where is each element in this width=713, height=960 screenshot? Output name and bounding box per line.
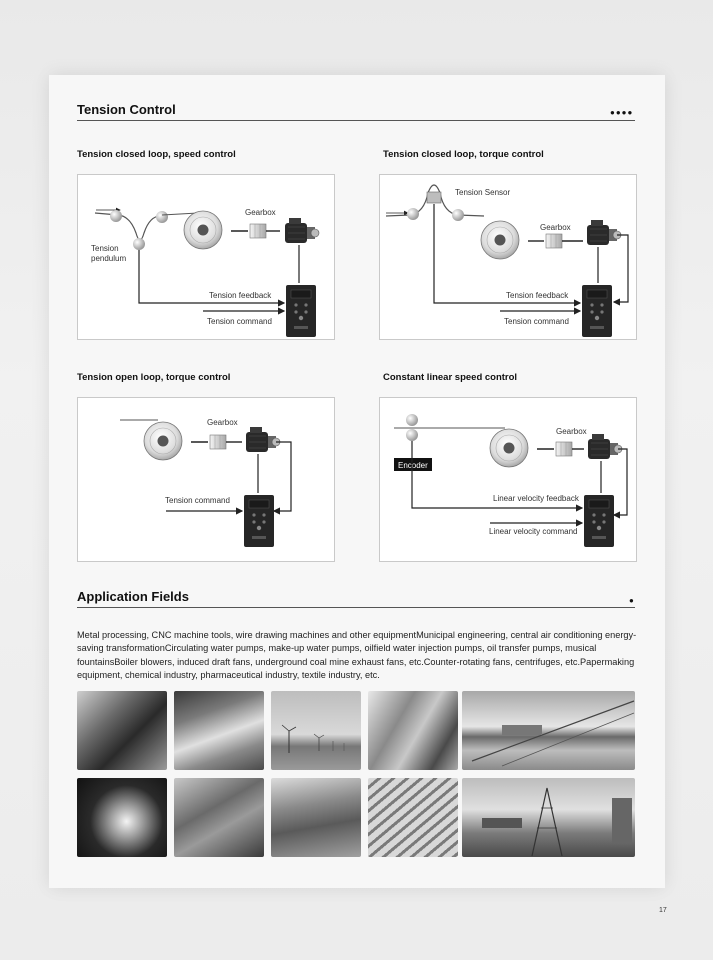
page-number: 17 bbox=[659, 907, 667, 914]
section-divider bbox=[77, 120, 635, 121]
label-gearbox: Gearbox bbox=[540, 223, 571, 232]
label-encoder: Encoder bbox=[398, 461, 428, 470]
photo-wind-turbines bbox=[271, 691, 361, 770]
photo-bottling-line bbox=[77, 691, 167, 770]
section-dots: ●●●● bbox=[610, 108, 634, 117]
label-tension-pendulum-2: pendulum bbox=[91, 254, 127, 263]
photo-factory-equipment bbox=[368, 691, 458, 770]
diagram-title-4: Constant linear speed control bbox=[383, 372, 518, 383]
label-linear-velocity-command: Linear velocity command bbox=[489, 527, 578, 536]
diagram-title-2: Tension closed loop, torque control bbox=[383, 149, 544, 160]
label-tension-command: Tension command bbox=[165, 496, 230, 505]
photo-printing-machine bbox=[174, 691, 264, 770]
label-tension-command: Tension command bbox=[207, 317, 272, 326]
label-tension-feedback: Tension feedback bbox=[209, 291, 272, 300]
diagram-title-1: Tension closed loop, speed control bbox=[77, 149, 236, 160]
application-description: Metal processing, CNC machine tools, wire drawing machines and other equipmentMunicipal engineering, central air conditioning energy-saving transformationCirculating water pumps, make-up water pumps, oilfield water injection pumps, oil transfer pumps, musical fountainsBoiler blowers, induced draft fans, underground coal mine exhaust fans, etc.Counter-rotating fans, centrifuges, etc.Papermaking equipment, chemical industry, pharmaceutical industry, textile industry, etc. bbox=[77, 630, 637, 680]
label-tension-feedback: Tension feedback bbox=[506, 291, 569, 300]
label-gearbox: Gearbox bbox=[207, 418, 238, 427]
section-title-applications: Application Fields bbox=[77, 589, 189, 604]
label-tension-sensor: Tension Sensor bbox=[455, 188, 511, 197]
label-linear-velocity-feedback: Linear velocity feedback bbox=[493, 494, 579, 503]
photo-oil-rig bbox=[462, 778, 635, 857]
photo-molten-metal bbox=[77, 778, 167, 857]
photo-industrial-plant bbox=[174, 778, 264, 857]
diagram-panel-linear-speed-control bbox=[379, 397, 637, 562]
photo-water-treatment bbox=[462, 691, 635, 770]
label-tension-pendulum-1: Tension bbox=[91, 244, 119, 253]
label-gearbox: Gearbox bbox=[245, 208, 276, 217]
label-tension-command: Tension command bbox=[504, 317, 569, 326]
photo-roller-conveyor bbox=[368, 778, 458, 857]
section-title-tension: Tension Control bbox=[77, 102, 176, 117]
label-gearbox: Gearbox bbox=[556, 427, 587, 436]
diagram-panel-open-torque-control bbox=[77, 397, 335, 562]
diagram-panel-speed-control bbox=[77, 174, 335, 340]
photo-pump-room bbox=[271, 778, 361, 857]
diagram-panel-closed-torque-control bbox=[379, 174, 637, 340]
diagram-title-3: Tension open loop, torque control bbox=[77, 372, 231, 383]
section-dot: ● bbox=[629, 596, 635, 605]
section-divider bbox=[77, 607, 635, 608]
